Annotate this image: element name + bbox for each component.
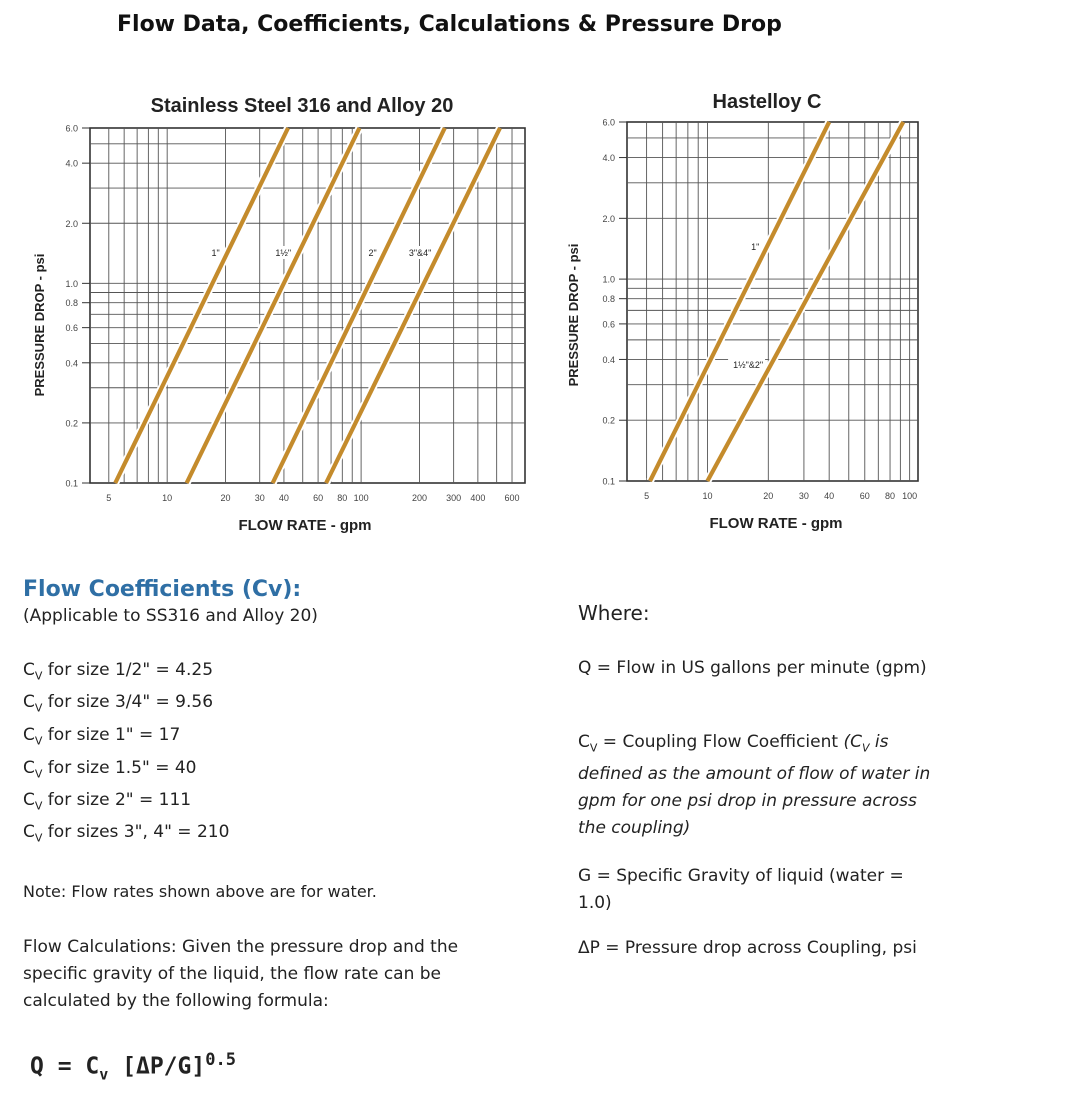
y-tick-label: 6.0 (602, 117, 615, 128)
cv-row: $C_V$ for size 3/4" = 9.56 (23, 692, 214, 715)
y-tick-label: 0.6 (65, 323, 78, 334)
x-tick-label: 100 (353, 493, 369, 503)
x-tick-label: 40 (278, 493, 289, 503)
cv-heading: Flow Coefficients (Cv): (23, 577, 302, 602)
y-tick-label: 0.1 (65, 478, 78, 489)
flow-formula: $Q = C_v$ $[\Delta P/G]^{0.5}$ (30, 1050, 236, 1084)
x-axis-label: FLOW RATE - gpm (238, 517, 372, 534)
x-tick-label: 80 (337, 493, 348, 503)
where-heading: Where: (578, 601, 650, 625)
series-label: 1½" (275, 248, 292, 258)
cv-row: $C_V$ for sizes 3", 4" = 210 (23, 822, 230, 845)
x-tick-label: 600 (504, 493, 520, 503)
definition-cv: $C_V$ = Coupling Flow Coefficient ($C_V$ is defined as the amount of flow of water in gpm for one psi drop in pressure across the coupling) (578, 732, 931, 839)
y-tick-label: 0.2 (65, 418, 78, 429)
cv-row: $C_V$ for size 1.5" = 40 (23, 758, 197, 781)
x-tick-label: 20 (763, 491, 774, 501)
y-tick-label: 0.4 (602, 354, 615, 365)
y-tick-label: 0.2 (602, 415, 615, 426)
x-tick-label: 100 (902, 491, 918, 501)
x-tick-label: 30 (254, 493, 265, 503)
definition-dp: ΔP = Pressure drop across Coupling, psi (578, 938, 917, 958)
series-label: 1½"&2" (733, 360, 764, 370)
y-tick-label: 2.0 (65, 218, 78, 229)
x-tick-label: 5 (106, 493, 112, 503)
definition-q: Q = Flow in US gallons per minute (gpm) (578, 658, 927, 678)
x-tick-label: 80 (885, 491, 896, 501)
cv-row: $C_V$ for size 1/2" = 4.25 (23, 660, 214, 683)
y-tick-label: 0.4 (65, 358, 78, 369)
y-tick-label: 4.0 (65, 158, 78, 169)
y-axis-label: PRESSURE DROP - psi (566, 243, 581, 387)
page-title: Flow Data, Coefficients, Calculations & Pressure Drop (117, 12, 782, 37)
y-axis-label: PRESSURE DROP - psi (32, 253, 47, 397)
y-tick-label: 0.1 (602, 476, 615, 487)
y-tick-label: 1.0 (602, 274, 615, 285)
series-label: 1" (751, 242, 760, 252)
x-axis-label: FLOW RATE - gpm (709, 515, 843, 532)
y-tick-label: 0.8 (602, 294, 615, 305)
x-tick-label: 60 (313, 493, 324, 503)
x-tick-label: 10 (702, 491, 713, 501)
flow-calculation-text: Flow Calculations: Given the pressure drop and the specific gravity of the liquid, the flow rate can be calculated by the following formula: (23, 937, 459, 1011)
y-tick-label: 4.0 (602, 153, 615, 164)
definition-g: G = Specific Gravity of liquid (water = 1.0) (578, 866, 904, 913)
x-tick-label: 20 (220, 493, 231, 503)
cv-row: $C_V$ for size 2" = 111 (23, 790, 192, 813)
y-tick-label: 1.0 (65, 278, 78, 289)
x-tick-label: 5 (644, 491, 650, 501)
cv-row: $C_V$ for size 1" = 17 (23, 725, 181, 748)
y-tick-label: 6.0 (65, 123, 78, 134)
x-tick-label: 30 (798, 491, 809, 501)
x-tick-label: 40 (824, 491, 835, 501)
chart-title: Stainless Steel 316 and Alloy 20 (150, 95, 454, 117)
water-note: Note: Flow rates shown above are for water. (23, 882, 377, 901)
x-tick-label: 400 (470, 493, 486, 503)
x-tick-label: 200 (411, 493, 428, 503)
y-tick-label: 0.8 (65, 298, 78, 309)
series-label: 2" (368, 248, 377, 258)
chart-title: Hastelloy C (712, 91, 822, 113)
x-tick-label: 300 (446, 493, 462, 503)
series-label: 3"&4" (408, 248, 432, 258)
x-tick-label: 10 (162, 493, 173, 503)
y-tick-label: 2.0 (602, 213, 615, 224)
y-tick-label: 0.6 (602, 319, 615, 330)
cv-subtitle: (Applicable to SS316 and Alloy 20) (23, 606, 318, 626)
series-label: 1" (211, 248, 220, 258)
x-tick-label: 60 (859, 491, 870, 501)
